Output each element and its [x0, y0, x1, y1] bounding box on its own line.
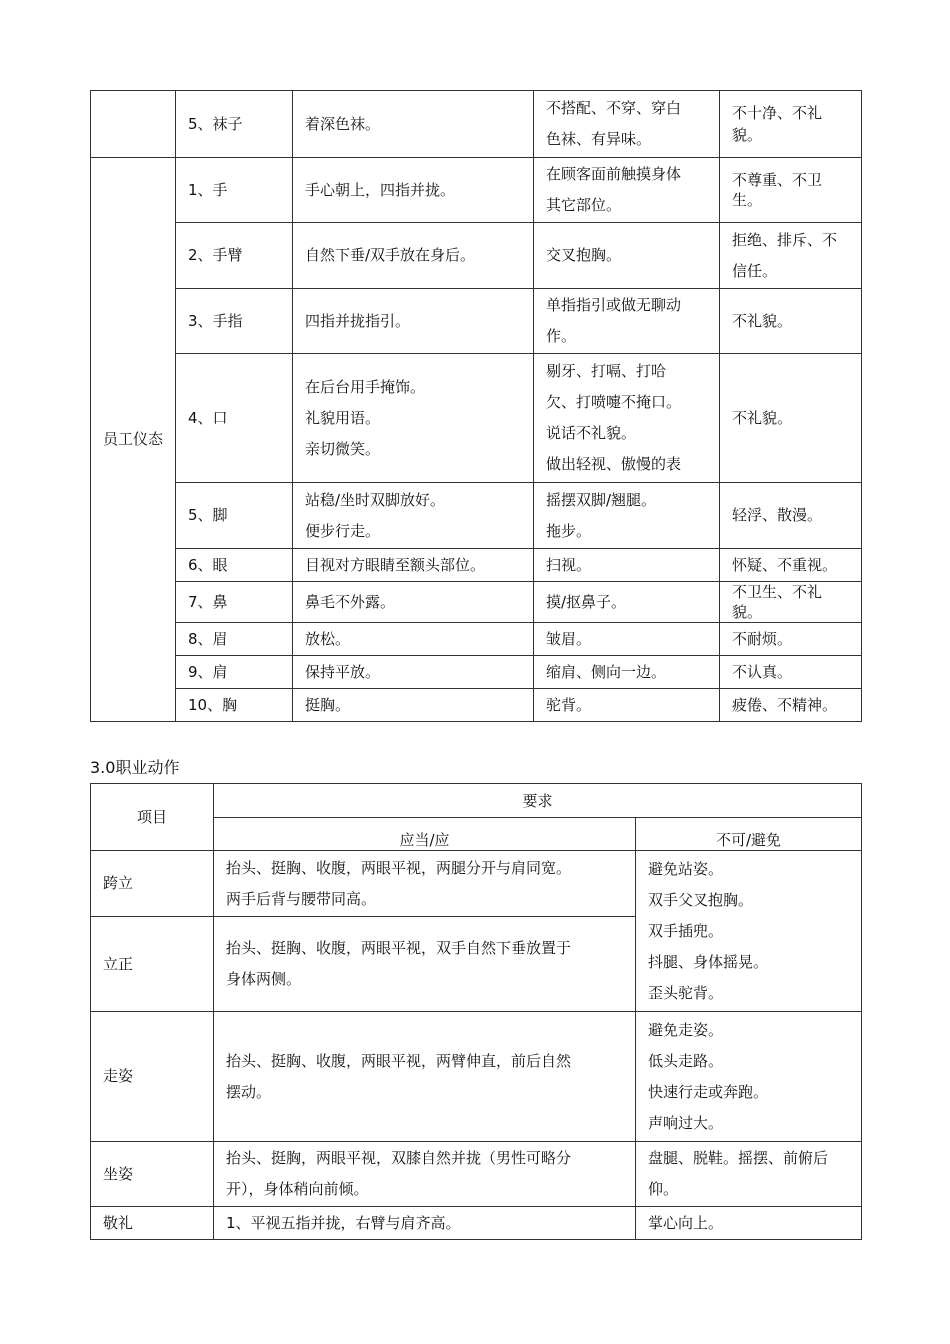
avoid-cell: 不搭配、不穿、穿白 色袜、有异味。 — [534, 91, 720, 158]
avoid-cell: 交叉抱胸。 — [534, 223, 720, 289]
item-cell: 8、眉 — [176, 623, 293, 656]
item-cell: 5、脚 — [176, 483, 293, 549]
professional-action-table — [90, 783, 862, 1240]
should-cell: 1、平视五指并拢，右臂与肩齐高。 — [214, 1207, 636, 1240]
should-cell: 挺胸。 — [293, 689, 534, 722]
result-cell: 不尊重、不卫 生。 — [720, 158, 862, 223]
avoid-cell: 驼背。 — [534, 689, 720, 722]
should-cell: 放松。 — [293, 623, 534, 656]
avoid-cell: 单指指引或做无聊动 作。 — [534, 289, 720, 354]
avoid-cell: 避免走姿。 低头走路。 快速行走或奔跑。 声响过大。 — [636, 1012, 862, 1142]
should-cell: 着深色袜。 — [293, 91, 534, 158]
table-row — [91, 656, 862, 689]
avoid-cell: 剔牙、打嗝、打哈 欠、打喷嚏不掩口。 说话不礼貌。 做出轻视、傲慢的表 — [534, 354, 720, 483]
avoid-cell: 缩肩、侧向一边。 — [534, 656, 720, 689]
item-cell: 6、眼 — [176, 549, 293, 582]
result-cell: 不认真。 — [720, 656, 862, 689]
result-cell: 不耐烦。 — [720, 623, 862, 656]
avoid-cell: 避免站姿。 双手父叉抱胸。 双手插兜。 抖腿、身体摇晃。 歪头驼背。 — [636, 851, 862, 1012]
should-cell: 站稳/坐时双脚放好。 便步行走。 — [293, 483, 534, 549]
should-cell: 手心朝上，四指并拢。 — [293, 158, 534, 223]
category-cell-empty — [91, 91, 176, 158]
table-row — [91, 354, 862, 483]
table-row — [91, 223, 862, 289]
result-cell: 怀疑、不重视。 — [720, 549, 862, 582]
avoid-cell: 在顾客面前触摸身体 其它部位。 — [534, 158, 720, 223]
item-cell: 4、口 — [176, 354, 293, 483]
should-cell: 自然下垂/双手放在身后。 — [293, 223, 534, 289]
header-avoid: 不可/避免 — [636, 818, 862, 851]
item-cell: 7、鼻 — [176, 582, 293, 623]
table-row — [91, 623, 862, 656]
category-cell: 员工仪态 — [91, 158, 176, 722]
avoid-cell: 皱眉。 — [534, 623, 720, 656]
table-row — [91, 582, 862, 623]
result-cell: 疲倦、不精神。 — [720, 689, 862, 722]
table-row — [91, 91, 862, 158]
header-should: 应当/应 — [214, 818, 636, 851]
should-cell: 抬头、挺胸、收腹，两眼平视，双手自然下垂放置于 身体两侧。 — [214, 917, 636, 1012]
item-cell: 敬礼 — [91, 1207, 214, 1240]
item-cell: 1、手 — [176, 158, 293, 223]
should-cell: 抬头、挺胸，两眼平视，双膝自然并拢（男性可略分 开），身体稍向前倾。 — [214, 1142, 636, 1207]
table-row — [91, 1207, 862, 1240]
result-cell: 不十净、不礼 貌。 — [720, 91, 862, 158]
header-requirement: 要求 — [214, 784, 862, 818]
avoid-cell: 摸/抠鼻子。 — [534, 582, 720, 623]
result-cell: 不礼貌。 — [720, 354, 862, 483]
table-row — [91, 158, 862, 223]
should-cell: 抬头、挺胸、收腹，两眼平视，两臂伸直，前后自然 摆动。 — [214, 1012, 636, 1142]
item-cell: 2、手臂 — [176, 223, 293, 289]
item-cell: 10、胸 — [176, 689, 293, 722]
etiquette-table — [90, 90, 862, 722]
should-cell: 鼻毛不外露。 — [293, 582, 534, 623]
table-row — [91, 289, 862, 354]
item-cell: 3、手指 — [176, 289, 293, 354]
avoid-cell: 扫视。 — [534, 549, 720, 582]
result-cell: 拒绝、排斥、不 信任。 — [720, 223, 862, 289]
result-cell: 不礼貌。 — [720, 289, 862, 354]
avoid-cell: 摇摆双脚/翘腿。 拖步。 — [534, 483, 720, 549]
table-row — [91, 689, 862, 722]
should-cell: 抬头、挺胸、收腹，两眼平视，两腿分开与肩同宽。 两手后背与腰带同高。 — [214, 851, 636, 917]
table-row — [91, 1012, 862, 1142]
item-cell: 9、肩 — [176, 656, 293, 689]
should-cell: 保持平放。 — [293, 656, 534, 689]
header-item: 项目 — [91, 784, 214, 851]
should-cell: 目视对方眼睛至额头部位。 — [293, 549, 534, 582]
result-cell: 不卫生、不礼 貌。 — [720, 582, 862, 623]
item-cell: 跨立 — [91, 851, 214, 917]
should-cell: 四指并拢指引。 — [293, 289, 534, 354]
table-row — [91, 1142, 862, 1207]
result-cell: 轻浮、散漫。 — [720, 483, 862, 549]
should-cell: 在后台用手掩饰。 礼貌用语。 亲切微笑。 — [293, 354, 534, 483]
item-cell: 坐姿 — [91, 1142, 214, 1207]
table-row — [91, 851, 862, 917]
table-row — [91, 483, 862, 549]
avoid-cell: 掌心向上。 — [636, 1207, 862, 1240]
item-cell: 走姿 — [91, 1012, 214, 1142]
table-row — [91, 549, 862, 582]
section-title: 3.0职业动作 — [90, 758, 180, 777]
item-cell: 立正 — [91, 917, 214, 1012]
item-cell: 5、袜子 — [176, 91, 293, 158]
avoid-cell: 盘腿、脱鞋。摇摆、前俯后 仰。 — [636, 1142, 862, 1207]
